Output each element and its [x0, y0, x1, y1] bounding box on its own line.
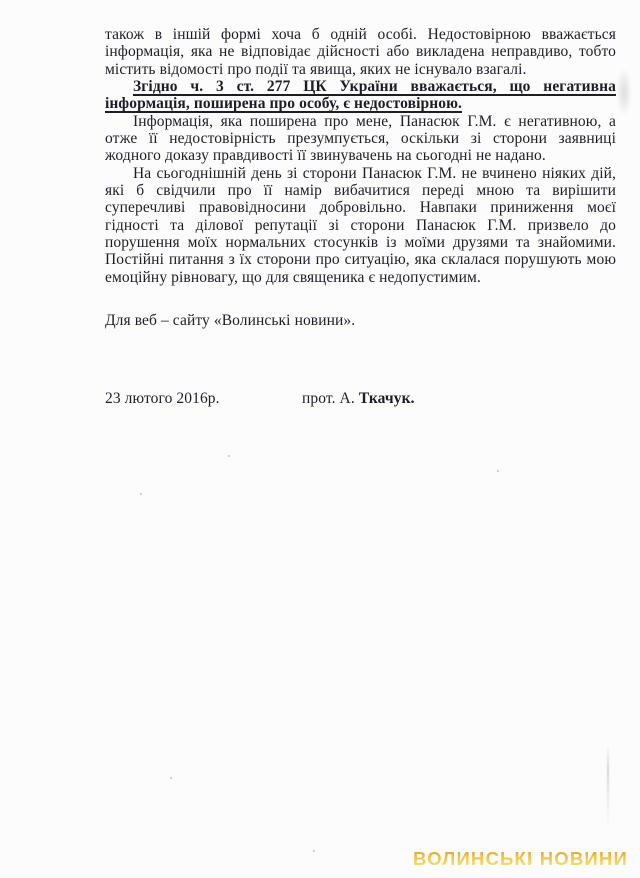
scan-speck [228, 455, 230, 457]
document-date: 23 лютого 2016р. [105, 389, 220, 407]
body-paragraph-continuation: також в іншій формі хоча б одній особі. Недостовірною вважається інформація, яка не відповідає дійсності або викладена неправдиво, тобто містить відомості про події та явища, яких не існувало взагалі. [105, 26, 616, 78]
scan-speck [170, 777, 172, 779]
scan-smudge [616, 68, 632, 116]
signature [302, 390, 415, 407]
website-note: Для веб – сайту «Волинські новини». [105, 312, 356, 330]
scan-speck [313, 850, 315, 852]
signature-title: прот. А. [302, 389, 355, 407]
scan-scratch [607, 744, 609, 828]
body-paragraph: Інформація, яка поширена про мене, Панасюк Г.М. є негативною, а отже її недостовірність презумпується, оскільки зі сторони заявниці жодного доказу правдивості її звинувачень на сьогодні не надано. [105, 112, 616, 165]
signature-row [105, 390, 616, 408]
volynski-novyny-watermark: ВОЛИНСЬКІ НОВИНИ [413, 848, 628, 869]
scan-speck [140, 493, 142, 495]
signature-name: Ткачук. [358, 389, 415, 407]
body-paragraph: На сьогоднішній день зі сторони Панасюк Г.М. не вчинено ніяких дій, які б свідчили про її намір вибачитися переді мною та вирішити суперечливі правовідносини добровільно. Навпаки приниження моєї гідності та ділової репутації зі сторони Панасюк Г.М. призвело до порушення моїх нормальних стосунків із моїми друзями та знайомими. Постійні питання з їх сторони про ситуацію, яка склалася порушують мою емоційну рівновагу, що для священика є недопустимим. [105, 164, 616, 286]
scan-speck [497, 470, 499, 472]
legal-citation-paragraph: Згідно ч. 3 ст. 277 ЦК України вважається, що негативна інформація, поширена про особу, є недостовірною. [105, 78, 616, 113]
document-body [105, 26, 616, 408]
